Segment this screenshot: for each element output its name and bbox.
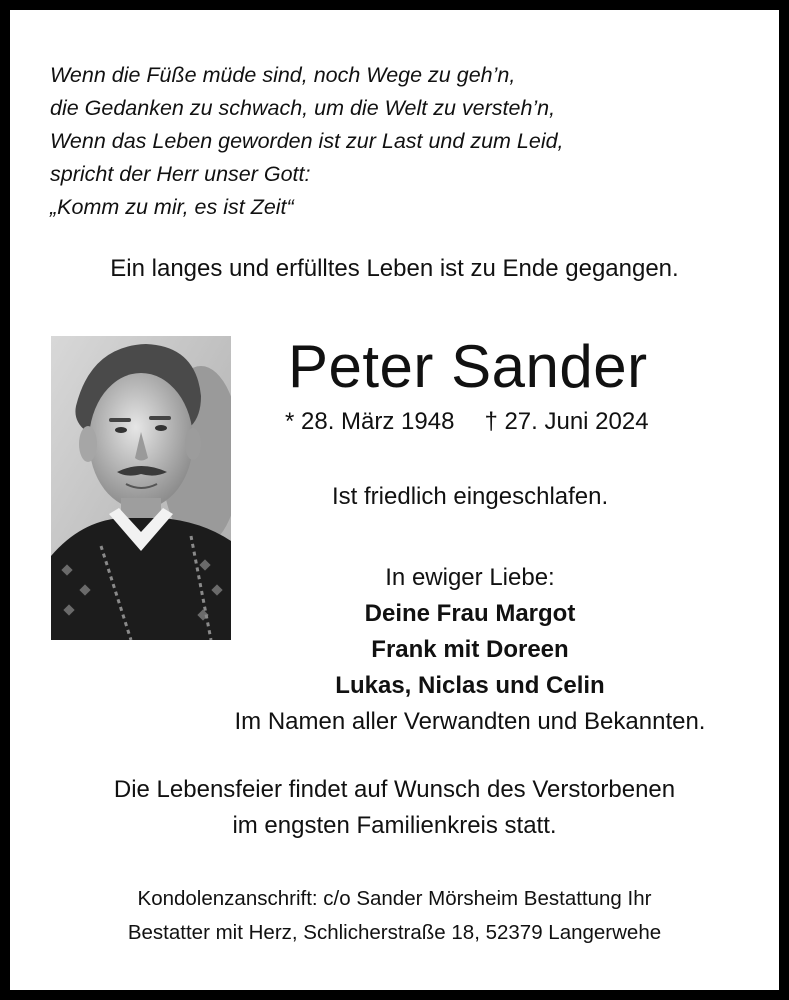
ceremony-line: im engsten Familienkreis statt. (232, 812, 557, 839)
poem-line: die Gedanken zu schwach, um die Welt zu versteh’n, (50, 96, 556, 120)
obituary-notice (10, 10, 779, 990)
condolence-line: Bestatter mit Herz, Schlicherstraße 18, 52379 Langerwehe (127, 921, 662, 944)
life-dates (285, 408, 649, 436)
signer-name: Frank mit Doreen (371, 636, 569, 663)
poem-line: spricht der Herr unser Gott: (50, 162, 311, 186)
poem-line: Wenn die Füße müde sind, noch Wege zu geh’n, (50, 63, 516, 87)
rest-text: Ist friedlich eingeschlafen. (332, 483, 609, 510)
intro-text: Ein langes und erfülltes Leben ist zu Ende gegangen. (110, 255, 679, 282)
condolence-address (10, 882, 779, 950)
birth-date: * 28. März 1948 (285, 408, 455, 435)
signer-name: Lukas, Niclas und Celin (335, 672, 605, 699)
ceremony-notice (10, 772, 779, 844)
poem-line: „Komm zu mir, es ist Zeit“ (50, 195, 294, 219)
signers-block (160, 560, 780, 740)
signers-intro: In ewiger Liebe: (385, 564, 555, 591)
ceremony-line: Die Lebensfeier findet auf Wunsch des Verstorbenen (113, 776, 676, 803)
poem-line: Wenn das Leben geworden ist zur Last und zum Leid, (50, 129, 564, 153)
death-date: † 27. Juni 2024 (484, 408, 649, 435)
deceased-name: Peter Sander (288, 333, 648, 400)
condolence-line: Kondolenzanschrift: c/o Sander Mörsheim Bestattung Ihr (137, 887, 652, 910)
signer-name: Deine Frau Margot (364, 600, 576, 627)
signers-closing: Im Namen aller Verwandten und Bekannten. (234, 708, 706, 735)
poem (50, 59, 564, 224)
